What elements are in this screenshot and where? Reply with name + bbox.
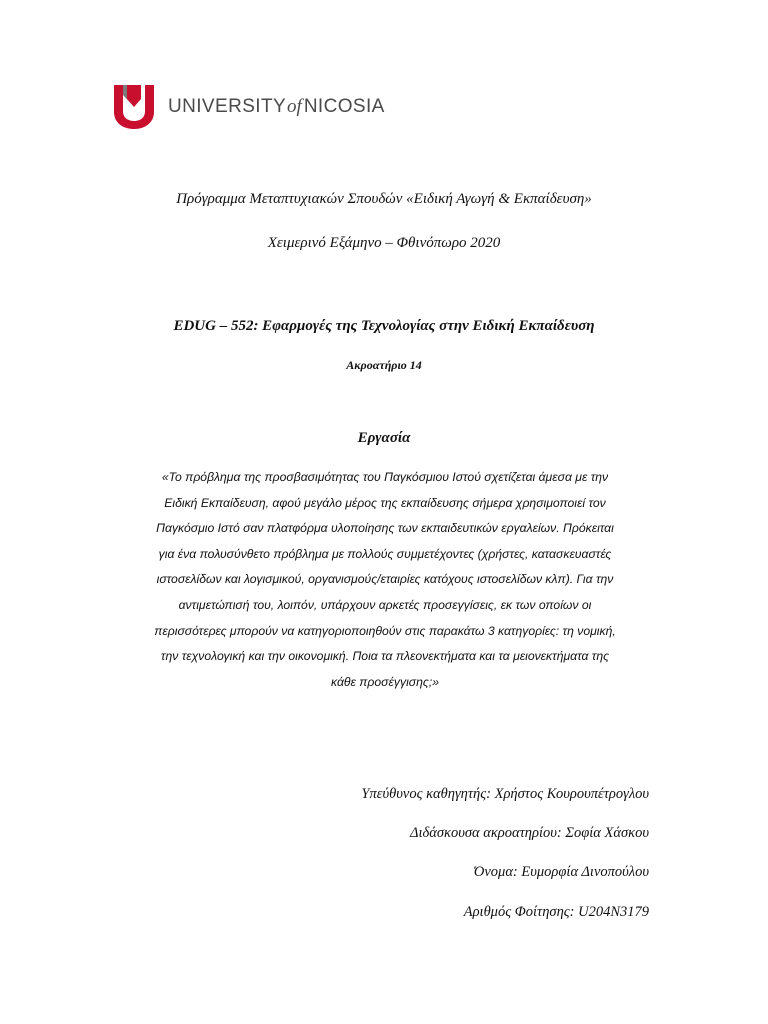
question-line: Παγκόσμιο Ιστό σαν πλατφόρμα υλοποίησης των εκπαιδευτικών εργαλείων. Πρόκειται (156, 521, 614, 536)
logo-text-university: UNIVERSITY (168, 96, 287, 117)
question-line: «Το πρόβλημα της προσβασιμότητας του Παγκόσμιου Ιστού σχετίζεται άμεσα με την (161, 470, 609, 484)
university-name (168, 96, 385, 118)
question-line: αντιμετώπισή του, λοιπόν, υπάρχουν αρκετές προσεγγίσεις, εκ των οποίων οι (178, 597, 592, 612)
course-title: EDUG – 552: Εφαρμογές της Τεχνολογίας στην Ειδική Εκπαίδευση (173, 318, 595, 334)
auditorium-label: Ακροατήριο 14 (346, 358, 422, 372)
assignment-question (115, 465, 655, 695)
question-line: Ειδική Εκπαίδευση, αφού μεγάλο μέρος της εκπαίδευσης σήμερα χρησιμοποιεί τον (164, 495, 606, 510)
student-name-line: Όνομα: Ευμορφία Δινοπούλου (473, 864, 649, 880)
university-logo (114, 84, 385, 130)
logo-text-of: of (287, 96, 302, 117)
question-line: για ένα πολυσύνθετο πρόβλημα με πολλούς συμμετέχοντες (χρήστες, κατασκευαστές (158, 546, 612, 561)
program-title: Πρόγραμμα Μεταπτυχιακών Σπουδών «Ειδική Αγωγή & Εκπαίδευση» (176, 191, 592, 207)
student-id-line: Αριθμός Φοίτησης: U204N3179 (463, 904, 649, 920)
question-line: κάθε προσέγγισης;» (331, 674, 439, 689)
assignment-title: Εργασία (357, 430, 411, 446)
instructor-line: Διδάσκουσα ακροατηρίου: Σοφία Χάσκου (409, 825, 649, 841)
question-line: ιστοσελίδων και λογισμικού, οργανισμούς/εταιρίες κατόχους ιστοσελίδων κλπ). Για την (156, 572, 614, 587)
semester-title: Χειμερινό Εξάμηνο – Φθινόπωρο 2020 (267, 235, 501, 251)
question-line: την τεχνολογική και την οικονομική. Ποια τα πλεονεκτήματα και τα μειονεκτήματα της (160, 649, 610, 664)
logo-text-nicosia: NICOSIA (303, 96, 385, 117)
professor-line: Υπεύθυνος καθηγητής: Χρήστος Κουρουπέτρογλου (361, 786, 649, 802)
unic-logo-icon (114, 85, 154, 129)
question-line: περισσότερες μπορούν να κατηγοριοποιηθούν στις παρακάτω 3 κατηγορίες: τη νομική, (154, 623, 616, 638)
